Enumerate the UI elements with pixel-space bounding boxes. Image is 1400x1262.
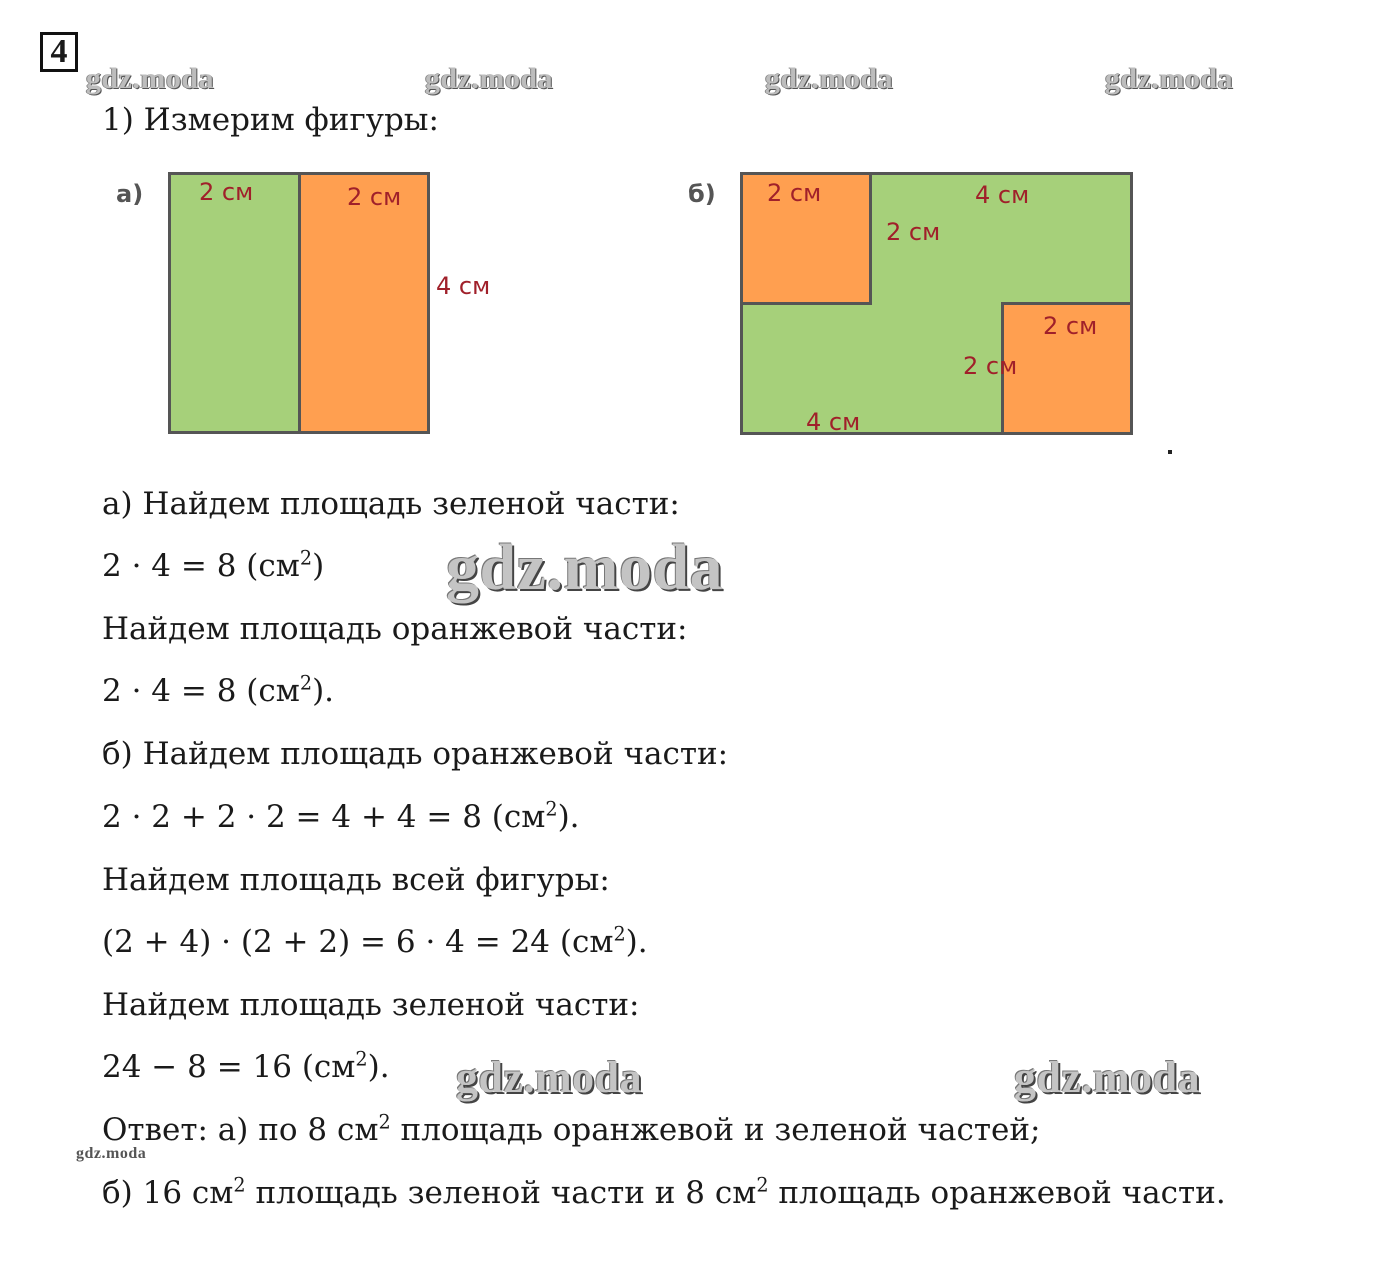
watermark-2: gdz.moda [425,62,554,95]
figure-b-dim-4: 2 см [1043,312,1098,340]
figure-a-dim-1: 2 см [199,178,254,206]
figure-b-label: б) [688,180,716,208]
watermark-mid-right: gdz.moda [1014,1053,1201,1102]
figure-a-dim-2: 2 см [347,183,402,211]
b-green-calc: 24 − 8 = 16 $(см^2)$. [102,1047,390,1085]
figure-a-label: а) [116,180,144,208]
figure-b-dim-6: 4 см [806,408,861,436]
a-green-title: а) Найдем площадь зеленой части: [102,486,680,522]
figure-a-green-rect [168,172,301,434]
watermark-3: gdz.moda [765,62,894,95]
b-orange-calc: 2 · 2 + 2 · 2 = 4 + 4 = 8 $(см^2)$. [102,797,580,835]
figure-a-dim-3: 4 см [436,272,491,300]
answer-b: б) 16 $см^2$ площадь зеленой части и 8 $см^2$ площадь оранжевой части. [102,1173,1226,1211]
watermark-large: gdz.moda [446,531,724,604]
watermark-1: gdz.moda [86,62,215,95]
b-green-title: Найдем площадь зеленой части: [102,987,640,1023]
a-orange-calc: 2 · 4 = 8 $(см^2)$. [102,671,335,709]
figure-b-dim-1: 2 см [767,179,822,207]
heading: 1) Измерим фигуры: [102,102,439,138]
stray-dot [1168,450,1172,454]
b-orange-title: б) Найдем площадь оранжевой части: [102,736,729,772]
figure-b-dim-3: 2 см [886,218,941,246]
figure-a-orange-rect [298,172,430,434]
watermark-4: gdz.moda [1105,62,1234,95]
a-orange-title: Найдем площадь оранжевой части: [102,611,688,647]
watermark-small: gdz.moda [76,1145,147,1162]
a-green-calc: 2 · 4 = 8 $(см^2)$ [102,546,325,584]
b-total-title: Найдем площадь всей фигуры: [102,862,610,898]
watermark-mid-left: gdz.moda [456,1053,643,1102]
task-number: 4 [40,32,78,72]
figure-b-dim-5: 2 см [963,352,1018,380]
answer-a: Ответ: а) по 8 $см^2$ площадь оранжевой и зеленой частей; [102,1110,1041,1148]
b-total-calc: (2 + 4) · (2 + 2) = 6 · 4 = 24 $(см^2)$. [102,922,648,960]
figure-b-dim-2: 4 см [975,181,1030,209]
